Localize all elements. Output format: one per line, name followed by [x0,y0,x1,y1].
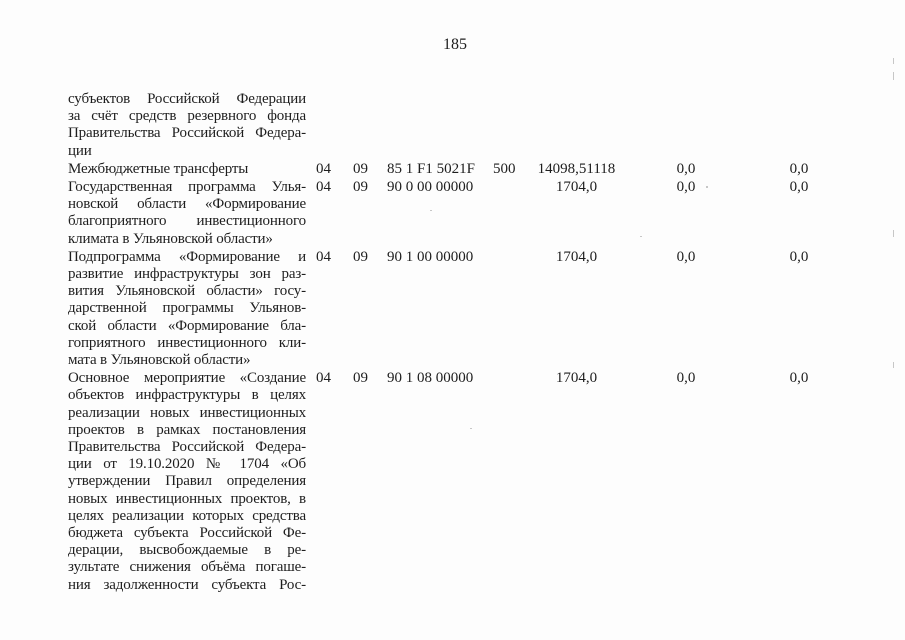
description-line: гоприятного инвестиционного кли- [68,334,306,351]
description-line: Межбюджетные трансферты [68,160,249,177]
empty-cell [489,179,525,248]
description-line: климата в Ульяновской области» [68,230,273,247]
scan-speck [893,230,894,237]
amount-1: 14098,51118 [537,160,616,177]
description-line: вития Ульяновской области» госу- [68,283,306,300]
page-number: 185 [443,36,467,53]
description-line: мата в Ульяновской области» [68,352,251,369]
description-line: дарственной программы Ульянов- [68,300,306,317]
empty-cell [489,91,525,160]
budget-table [68,91,854,595]
empty-cell [489,370,525,594]
amount-2: 0,0 [676,160,696,177]
description-line: зультате снижения объёма погаше- [68,559,306,576]
row-description [68,91,312,160]
description-line: ции [68,142,92,159]
description-line: за счёт средств резервного фонда [68,108,306,125]
target-article-code: 90 0 00 00000 [387,179,474,196]
empty-cell [349,91,383,160]
description-line: новской области «Формирование [68,196,306,213]
empty-cell [489,249,525,369]
scan-speck [893,362,894,368]
empty-cell [525,91,628,160]
amount-2: 0,0 [676,370,696,387]
amount-2: 0,0 [676,248,696,265]
description-line: Государственная программа Улья- [68,179,306,196]
description-line: субъектов Российской Федерации [68,91,306,107]
table-row [68,91,854,160]
empty-cell [744,91,854,160]
description-line: проектов в рамках постановления [68,421,306,438]
scan-speck [893,58,894,64]
amount-3: 0,0 [789,160,809,177]
description-line: бюджета субъекта Российской Фе- [68,525,306,542]
target-article-code: 90 1 00 00000 [387,248,474,265]
amount-3: 0,0 [789,370,809,387]
section-code: 04 [316,370,331,387]
description-line: Правительства Российской Федера- [68,439,306,456]
scan-speck [470,428,472,429]
description-line: дерации, высвобождаемые в ре- [68,542,306,559]
table-row [68,161,854,178]
row-description [68,249,312,369]
description-line: ния задолженности субъекта Рос- [68,576,306,593]
expense-type-code: 500 [493,160,516,177]
description-line: Основное мероприятие «Создание [68,370,306,387]
empty-cell [383,91,489,160]
description-line: ции от 19.10.2020 № 1704 «Об [68,456,306,473]
scan-speck [430,210,432,211]
section-code: 04 [316,248,331,265]
description-line: новых инвестиционных проектов, в [68,490,306,507]
scan-speck [640,236,642,237]
target-article-code: 90 1 08 00000 [387,370,474,387]
section-code: 04 [316,160,331,177]
description-line: Подпрограмма «Формирование и [68,248,306,265]
description-line: ской области «Формирование бла- [68,317,306,334]
description-line: утверждении Правил определения [68,473,306,490]
subsection-code: 09 [353,370,368,387]
empty-cell [312,91,349,160]
description-line: Правительства Российской Федера- [68,125,306,142]
description-line: развитие инфраструктуры зон раз- [68,266,306,283]
amount-1: 1704,0 [555,179,598,196]
empty-cell [628,91,744,160]
row-description [68,179,312,248]
row-description [68,161,312,178]
subsection-code: 09 [353,179,368,196]
table-row [68,179,854,248]
scan-speck [706,186,708,188]
table-row [68,249,854,369]
target-article-code: 85 1 F1 5021F [387,160,475,177]
table-row [68,370,854,594]
description-line: целях реализации которых средства [68,507,306,524]
section-code: 04 [316,179,331,196]
description-line: благоприятного инвестиционного [68,213,306,230]
subsection-code: 09 [353,160,368,177]
amount-3: 0,0 [789,179,809,196]
amount-2: 0,0 [676,179,696,196]
scan-speck [893,72,894,80]
amount-3: 0,0 [789,248,809,265]
description-line: объектов инфраструктуры в целях [68,387,306,404]
subsection-code: 09 [353,248,368,265]
row-description [68,370,312,594]
amount-1: 1704,0 [555,248,598,265]
amount-1: 1704,0 [555,370,598,387]
description-line: реализации новых инвестиционных [68,404,306,421]
